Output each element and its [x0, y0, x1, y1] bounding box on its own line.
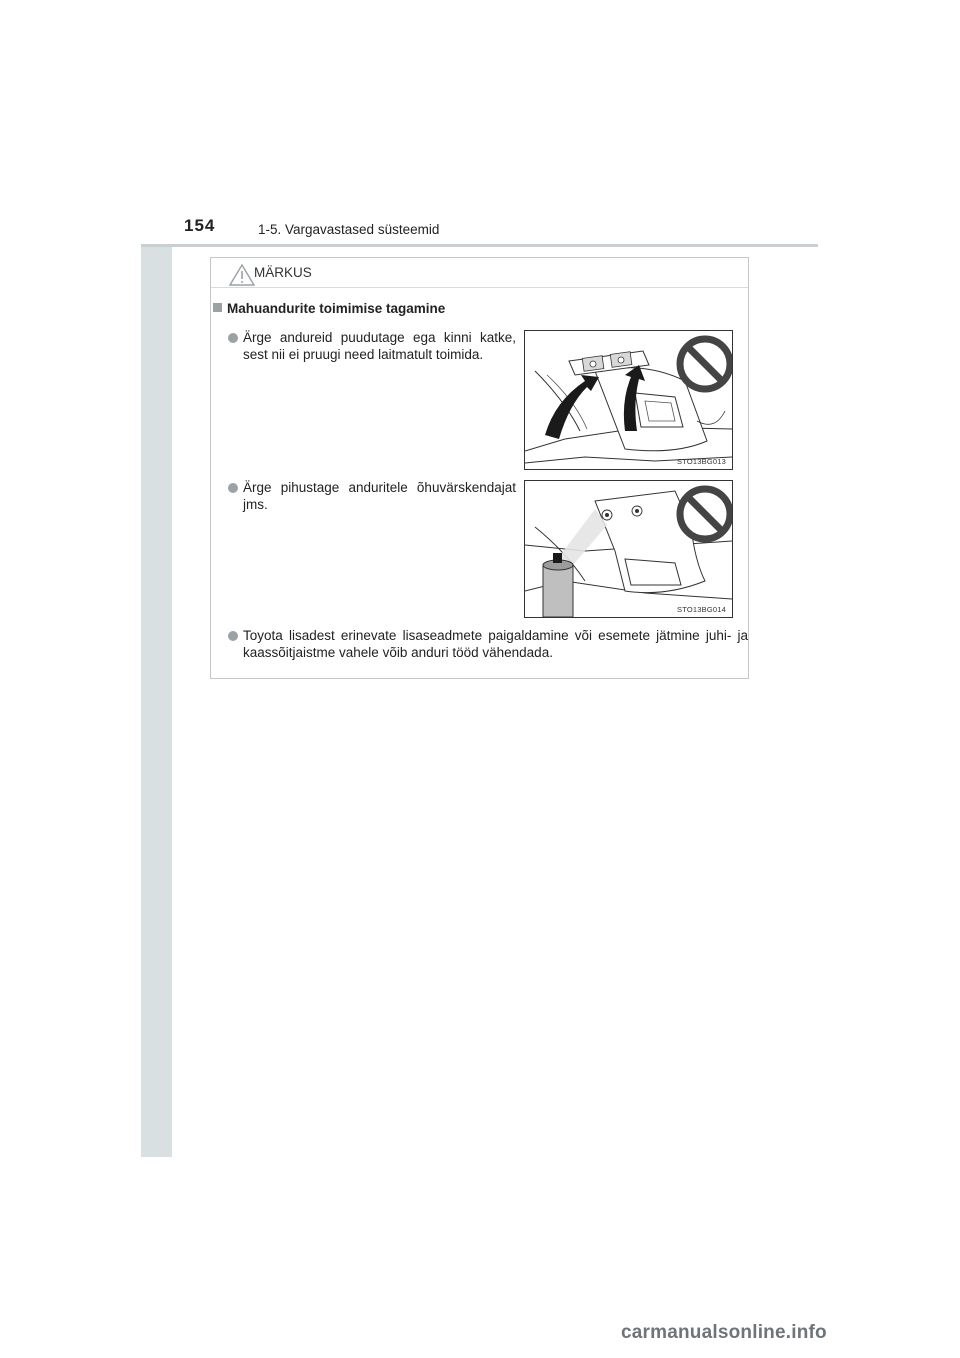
bullet-item	[228, 628, 748, 668]
bullet-text: Ärge pihustage anduritele õhuvärskendajat jms.	[243, 480, 516, 512]
section-title: 1-5. Vargavastased süsteemid	[258, 222, 440, 237]
square-bullet-icon	[213, 303, 222, 312]
subheading-text: Mahuandurite toimimise tagamine	[227, 301, 446, 316]
header-band	[141, 200, 818, 244]
watermark-link[interactable]: carmanualsonline.info	[621, 1322, 827, 1343]
bullet-text: Ärge andureid puudutage ega kinni katke, sest nii ei pruugi need laitmatult toimida.	[243, 330, 516, 362]
bullet-dot-icon	[228, 631, 238, 641]
warning-triangle-icon	[229, 264, 255, 286]
header-rule	[141, 244, 818, 247]
spray-drawing	[525, 481, 732, 617]
notice-box	[210, 257, 749, 679]
page-number: 154	[184, 216, 216, 235]
side-margin-band	[141, 200, 172, 1157]
bullet-dot-icon	[228, 483, 238, 493]
figure-code: STO13BG014	[677, 605, 726, 614]
sensor-cover-illustration	[524, 330, 733, 470]
air-freshener-illustration	[524, 480, 733, 618]
subheading	[213, 301, 445, 316]
bullet-item	[228, 330, 516, 390]
notice-header	[211, 258, 748, 288]
bullet-text: Toyota lisadest erinevate lisaseadmete paigaldamine või esemete jätmine juhi- ja kaassõitjaistme vahele võib anduri tööd vähendada.	[243, 628, 748, 660]
notice-title: MÄRKUS	[254, 265, 312, 280]
bullet-dot-icon	[228, 333, 238, 343]
bullet-item	[228, 480, 516, 520]
sensor-touch-drawing	[525, 331, 732, 469]
figure-code: STO13BG013	[677, 457, 726, 466]
